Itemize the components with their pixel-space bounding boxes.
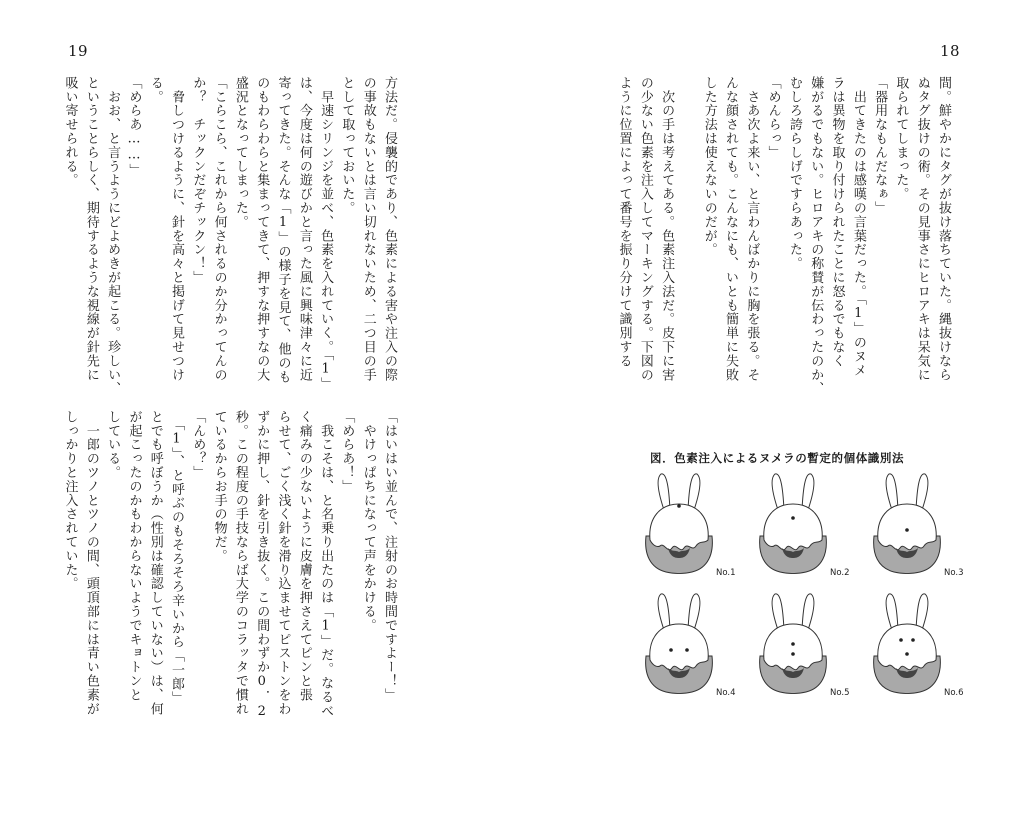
text-line: 寄ってきた。そんな「1」の様子を見て、他のも — [275, 76, 291, 384]
creature-icon — [868, 470, 946, 580]
text-line: むしろ誇らしげですらあった。 — [786, 76, 802, 271]
creature-icon — [640, 470, 718, 580]
figure-item — [868, 470, 964, 590]
creature-icon — [754, 470, 832, 580]
text-line — [677, 76, 698, 396]
text-line: 盛況となってしまった。 — [232, 76, 248, 229]
text-line: ということらしく、期待するような視線が針先に — [83, 76, 99, 382]
text-line: が起こったのかもわからないようでキョトンと — [126, 410, 142, 702]
text-line: とでも呼ぼうか（性別は確認していない）は、何 — [147, 410, 163, 716]
figure-item — [754, 590, 850, 710]
figure-item — [640, 590, 736, 710]
text-line: らせて、ごく浅く針を滑り込ませてピストンをわ — [275, 410, 291, 716]
marker-dot — [905, 528, 909, 532]
creature-icon — [640, 590, 718, 700]
text-line: の事故もないとは言い切れないため、二つ目の手 — [360, 76, 376, 382]
text-line: さあ次よ来い、と言わんばかりに胸を張る。そ — [744, 76, 760, 382]
right-page-text — [613, 76, 954, 396]
text-line: ラは異物を取り付けられたことに怒るでもなく — [829, 76, 845, 368]
figure-label: No.1 — [716, 568, 736, 578]
text-line: した方法は使えないのだが。 — [701, 76, 717, 257]
text-line: 間。鮮やかにタグが抜け落ちていた。縄抜けなら — [936, 76, 951, 382]
text-line: んな顔されても。こんなにも、いとも簡単に失敗 — [723, 76, 739, 382]
figure-label: No.5 — [830, 688, 850, 698]
figure-label: No.3 — [944, 568, 964, 578]
text-line: 一郎のツノとツノの間、頭頂部には青い色素が — [83, 410, 99, 716]
figure-label: No.4 — [716, 688, 736, 698]
text-line: ぬタグ抜けの術。その見事さにヒロアキは呆気に — [914, 76, 930, 382]
marker-dot — [685, 648, 689, 652]
text-line: 「こらこら、これから何されるのか分かってんの — [211, 76, 227, 382]
figure-label: No.6 — [944, 688, 964, 698]
left-page-text-top — [59, 76, 400, 396]
text-line: は、今度は何の遊びかと言った風に興味津々に近 — [296, 76, 312, 382]
creature-icon — [754, 590, 832, 700]
text-line: ずかに押し、針を引き抜く。この間わずか0．2 — [254, 410, 270, 720]
text-line: 「1」、と呼ぶのもそろそろ辛いから「一郎」 — [169, 410, 185, 705]
figure-item — [868, 590, 964, 710]
text-line: 「はいはい並んで、注射のお時間ですよー！」 — [382, 410, 397, 702]
marker-dot — [791, 642, 795, 646]
marker-dot — [791, 652, 795, 656]
text-line: 脅しつけるように、針を高々と掲げて見せつけ — [169, 76, 185, 382]
marker-dot — [677, 504, 681, 508]
text-line: 方法だ。侵襲的であり、色素による害や注入の際 — [382, 76, 397, 382]
text-line: のもわらわらと集まってきて、押すな押すなの大 — [254, 76, 270, 382]
text-line: く痛みの少ないように皮膚を押さえてピンと張 — [296, 410, 312, 702]
text-line: 嫌がるでもない。ヒロアキの称賛が伝わったのか、 — [808, 76, 824, 396]
text-line: の少ない色素を注入してマーキングする。下図の — [637, 76, 653, 382]
text-line: 「んめ？」 — [190, 410, 206, 480]
text-line: 出てきたのは感嘆の言葉だった。「1」のヌメ — [850, 76, 866, 378]
marker-dot — [669, 648, 673, 652]
left-page-text-bottom — [59, 410, 400, 720]
text-line: おお、と言うようにどよめきが起こる。珍しい、 — [105, 76, 121, 396]
creature-icon — [868, 590, 946, 700]
page-number-left: 19 — [68, 42, 89, 60]
text-line: しっかりと注入されていた。 — [62, 410, 78, 591]
text-line: か？ チックンだぞチックン！」 — [190, 76, 206, 285]
text-line: 「めんらっ」 — [765, 76, 781, 160]
text-line: 「めらあ！」 — [339, 410, 355, 494]
text-line: として取っておいた。 — [339, 76, 355, 215]
text-line: 「めらあ……」 — [126, 76, 142, 178]
text-line: る。 — [147, 76, 163, 104]
figure-title: 図．色素注入によるヌメラの暫定的個体識別法 — [650, 451, 905, 465]
page-number-right: 18 — [940, 42, 961, 60]
text-line: ているからお手の物だ。 — [211, 410, 227, 563]
text-line: ように位置によって番号を振り分けて識別する — [616, 76, 632, 368]
marker-dot — [791, 516, 795, 520]
text-line: 次の手は考えてある。色素注入法だ。皮下に害 — [659, 76, 675, 382]
text-line: 我こそは、と名乗り出たのは「1」だ。なるべ — [318, 410, 334, 718]
figure-item — [754, 470, 850, 590]
marker-dot — [905, 652, 909, 656]
marker-dot — [899, 638, 903, 642]
text-line: 吸い寄せられる。 — [62, 76, 78, 188]
text-line: している。 — [105, 410, 121, 480]
marker-dot — [911, 638, 915, 642]
figure-item — [640, 470, 736, 590]
figure-label: No.2 — [830, 568, 850, 578]
text-line: 秒。この程度の手技ならば大学のコラッタで慣れ — [232, 410, 248, 716]
text-line: 早速シリンジを並べ、色素を入れていく。「1」 — [318, 76, 334, 392]
text-line: 「器用なもんだなぁ」 — [872, 76, 888, 215]
text-line: 取られてしまった。 — [893, 76, 909, 202]
text-line: やけっぱちになって声をかける。 — [360, 410, 376, 633]
